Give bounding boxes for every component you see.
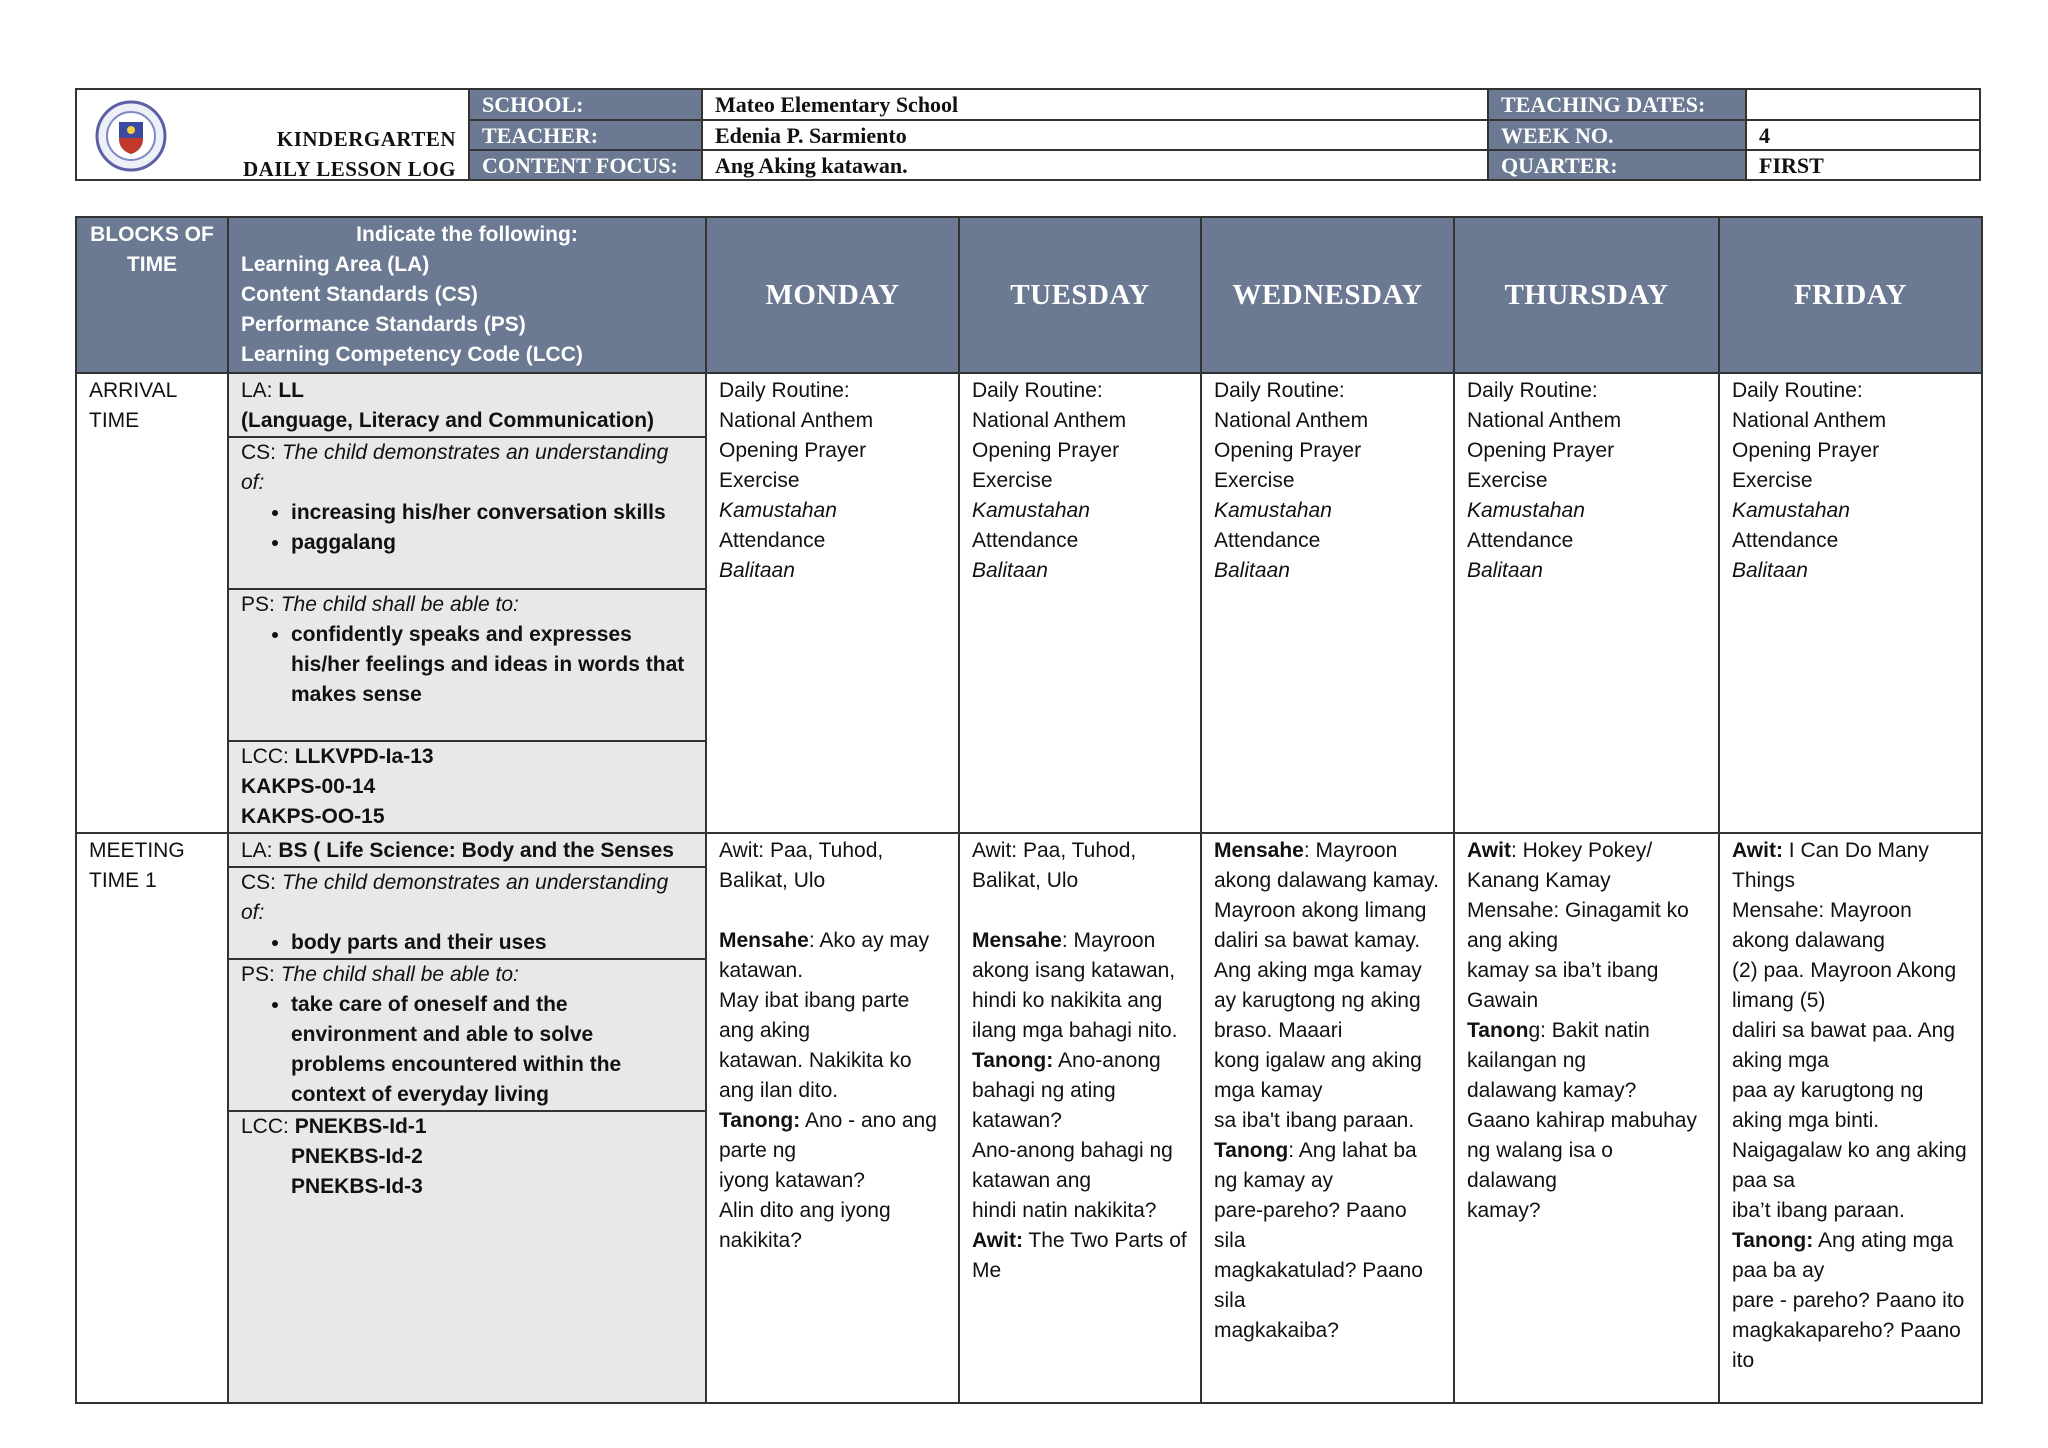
awit-paragraph <box>1732 836 1969 896</box>
list-item: • confidently speaks and expresses his/her feelings and ideas in words that makes sense <box>291 620 693 710</box>
col-header-blocks: BLOCKS OF TIME <box>76 217 228 373</box>
teacher-label: TEACHER: <box>470 121 703 151</box>
meeting-lcc <box>229 1112 705 1202</box>
arrival-cs <box>229 438 705 590</box>
cs-list <box>241 498 693 558</box>
routine-item: Balitaan <box>719 559 795 582</box>
lcc-code: KAKPS-OO-15 <box>241 805 385 828</box>
message-line: May ibat ibang parte ang aking <box>719 989 910 1042</box>
routine-item: Opening Prayer <box>1467 439 1615 462</box>
message-line: Naigagalaw ko ang aking paa sa <box>1732 1139 1967 1192</box>
routine-item: Kamustahan <box>1467 499 1585 522</box>
mensahe-label: Mensahe <box>719 929 809 952</box>
col-header-tuesday: TUESDAY <box>959 217 1201 373</box>
lcc-code: LLKVPD-Ia-13 <box>294 745 434 768</box>
routine-item: Daily Routine: <box>972 379 1103 402</box>
question-line: kamay? <box>1467 1199 1541 1222</box>
routine-item: Exercise <box>972 469 1053 492</box>
tanong-text: g: Bakit natin kailangan ng <box>1467 1019 1650 1072</box>
content-focus-label: CONTENT FOCUS: <box>470 151 703 179</box>
meeting-thursday <box>1454 833 1719 1403</box>
question-line: Ano-anong bahagi ng katawan ang <box>972 1139 1173 1192</box>
question-line: pare-pareho? Paano sila <box>1214 1199 1407 1252</box>
message-line: kong igalaw ang aking mga kamay <box>1214 1049 1422 1102</box>
mensahe-label: Mensahe <box>972 929 1062 952</box>
question-line: hindi natin nakikita? <box>972 1199 1157 1222</box>
arrival-time-row <box>76 373 1982 833</box>
meeting-cs <box>229 868 705 960</box>
arrival-standards-cell <box>228 373 706 833</box>
awit-label: Awit: <box>972 1229 1023 1252</box>
quarter-value: FIRST <box>1759 153 1824 178</box>
tanong-paragraph <box>1467 1016 1706 1076</box>
document-title <box>243 124 456 184</box>
tanong-text: Ang ating mga paa ba ay <box>1732 1229 1954 1282</box>
awit-label: Awit <box>1467 839 1511 862</box>
tanong-text: Ano-anong bahagi ng ating katawan? <box>972 1049 1161 1132</box>
routine-item: Daily Routine: <box>1732 379 1863 402</box>
cs-list <box>241 928 693 958</box>
quarter-label: QUARTER: <box>1489 151 1747 179</box>
school-value: Mateo Elementary School <box>703 90 1489 121</box>
question-line: dalawang kamay? <box>1467 1079 1637 1102</box>
message-line: kamay sa iba’t ibang Gawain <box>1467 959 1659 1012</box>
arrival-thursday <box>1454 373 1719 833</box>
block-meeting-time-1: MEETING TIME 1 <box>76 833 228 1403</box>
question-line: magkakatulad? Paano sila <box>1214 1259 1423 1312</box>
lcc-code: PNEKBS-Id-3 <box>291 1175 423 1198</box>
arrival-ps <box>229 590 705 742</box>
tanong-label: Tanong: <box>972 1049 1054 1072</box>
tanong-label: Tanong <box>1214 1139 1289 1162</box>
arrival-tuesday <box>959 373 1201 833</box>
tanong-label: Tanong: <box>1732 1229 1814 1252</box>
meeting-wednesday <box>1201 833 1454 1403</box>
block-arrival-time: ARRIVAL TIME <box>76 373 228 833</box>
routine-item: Opening Prayer <box>972 439 1120 462</box>
lesson-log-header <box>75 88 1981 181</box>
lcc-prefix: LCC: <box>241 1115 295 1138</box>
message-line: iba’t ibang paraan. <box>1732 1199 1905 1222</box>
ps-text: The child shall be able to: <box>280 963 519 986</box>
arrival-friday <box>1719 373 1982 833</box>
list-item: • body parts and their uses <box>291 928 693 958</box>
lcc-code: PNEKBS-Id-2 <box>291 1145 423 1168</box>
routine-item: Opening Prayer <box>1214 439 1362 462</box>
routine-item: Exercise <box>1732 469 1813 492</box>
tanong-text: Ano - ano ang parte ng <box>719 1109 937 1162</box>
message-line: daliri sa bawat paa. Ang aking mga <box>1732 1019 1955 1072</box>
lcc-code: KAKPS-00-14 <box>241 775 376 798</box>
mensahe-text: : Mayroon akong dalawang kamay. <box>1214 839 1439 892</box>
arrival-lcc <box>229 742 705 832</box>
question-line: pare - pareho? Paano ito <box>1732 1289 1965 1312</box>
routine-item: Balitaan <box>972 559 1048 582</box>
mensahe-text: Mensahe: Mayroon akong dalawang <box>1732 899 1912 952</box>
content-focus-value: Ang Aking katawan. <box>703 151 1489 179</box>
routine-item: National Anthem <box>1467 409 1622 432</box>
indicate-lcc: Learning Competency Code (LCC) <box>241 343 583 366</box>
lcc-prefix: LCC: <box>241 745 295 768</box>
meeting-tuesday <box>959 833 1201 1403</box>
routine-item: Balitaan <box>1214 559 1290 582</box>
list-item: • increasing his/her conversation skills <box>291 498 693 528</box>
message-line: katawan. Nakikita ko ang ilan dito. <box>719 1049 912 1102</box>
mensahe-label: Mensahe <box>1214 839 1304 862</box>
tanong-paragraph <box>972 1046 1188 1136</box>
message-line: paa ay karugtong ng aking mga binti. <box>1732 1079 1924 1132</box>
routine-item: Daily Routine: <box>719 379 850 402</box>
tanong-label: Tanong: <box>719 1109 801 1132</box>
list-item: • paggalang <box>291 528 693 558</box>
tanong-label: Tanon <box>1467 1019 1529 1042</box>
message-line: sa iba't ibang paraan. <box>1214 1109 1415 1132</box>
routine-item: Kamustahan <box>972 499 1090 522</box>
ps-text: The child shall be able to: <box>280 593 519 616</box>
cs-prefix: CS: <box>241 871 282 894</box>
col-header-indicate <box>228 217 706 373</box>
col-header-friday: FRIDAY <box>1719 217 1982 373</box>
header-title-area <box>77 90 470 179</box>
message-line: Mayroon akong limang daliri sa bawat kamay. Ang aking mga kamay <box>1214 899 1427 982</box>
awit-paragraph <box>1467 836 1706 896</box>
tanong-paragraph <box>1732 1226 1969 1286</box>
week-value: 4 <box>1747 121 1979 151</box>
routine-item: Attendance <box>972 529 1079 552</box>
la-prefix: LA: <box>241 379 279 402</box>
awit-text: : Hokey Pokey/ Kanang Kamay <box>1467 839 1653 892</box>
meeting-la <box>229 834 705 868</box>
list-item: • take care of oneself and the environment and able to solve problems encountered within the context of everyday living <box>291 990 693 1110</box>
la-text: BS ( Life Science: Body and the Senses <box>278 839 674 862</box>
awit-paragraph <box>972 1226 1188 1286</box>
teacher-value: Edenia P. Sarmiento <box>703 121 1489 151</box>
header-info-grid <box>470 90 1979 179</box>
ps-prefix: PS: <box>241 963 281 986</box>
routine-item: Opening Prayer <box>719 439 867 462</box>
routine-item: Balitaan <box>1732 559 1808 582</box>
awit-text: I Can Do Many Things <box>1732 839 1929 892</box>
ps-list <box>241 620 693 710</box>
message-line: ay karugtong ng aking braso. Maaari <box>1214 989 1421 1042</box>
tanong-paragraph <box>1214 1136 1441 1196</box>
routine-item: Daily Routine: <box>1214 379 1345 402</box>
mensahe-text: Mensahe: Ginagamit ko ang aking <box>1467 899 1689 952</box>
routine-item: Balitaan <box>1467 559 1543 582</box>
title-line-1: KINDERGARTEN <box>276 127 456 151</box>
week-label: WEEK NO. <box>1489 121 1747 151</box>
routine-item: Kamustahan <box>1214 499 1332 522</box>
teaching-dates-label: TEACHING DATES: <box>1489 90 1747 121</box>
tanong-text: : Ang lahat ba ng kamay ay <box>1214 1139 1417 1192</box>
awit-label: Awit: <box>1732 839 1783 862</box>
col-header-thursday: THURSDAY <box>1454 217 1719 373</box>
awit-text: The Two Parts of Me <box>972 1229 1187 1282</box>
message-line: (2) paa. Mayroon Akong limang (5) <box>1732 959 1957 1012</box>
routine-item: Attendance <box>1732 529 1839 552</box>
lcc-code: PNEKBS-Id-1 <box>294 1115 427 1138</box>
routine-item: Exercise <box>1214 469 1295 492</box>
indicate-la: Learning Area (LA) <box>241 253 430 276</box>
meeting-monday <box>706 833 959 1403</box>
awit-text: Awit: Paa, Tuhod, Balikat, Ulo <box>719 839 884 892</box>
indicate-cs: Content Standards (CS) <box>241 283 478 306</box>
mensahe-text: : Mayroon akong isang katawan, hindi ko nakikita ang ilang mga bahagi nito. <box>972 929 1178 1042</box>
mensahe-paragraph <box>972 926 1188 1046</box>
routine-item: Attendance <box>1214 529 1321 552</box>
arrival-monday <box>706 373 959 833</box>
mensahe-paragraph <box>1214 836 1441 896</box>
col-header-monday: MONDAY <box>706 217 959 373</box>
lesson-log-table <box>75 216 1983 1404</box>
la-prefix: LA: <box>241 839 279 862</box>
arrival-la <box>229 374 705 438</box>
question-line: magkakaiba? <box>1214 1319 1339 1342</box>
routine-item: National Anthem <box>1214 409 1369 432</box>
tanong-paragraph <box>719 1106 946 1166</box>
cs-text: The child demonstrates an understanding of: <box>241 871 669 924</box>
mensahe-text: : Ako ay may katawan. <box>719 929 930 982</box>
routine-item: Opening Prayer <box>1732 439 1880 462</box>
routine-item: National Anthem <box>719 409 874 432</box>
question-line: iyong katawan? <box>719 1169 865 1192</box>
routine-item: Kamustahan <box>719 499 837 522</box>
meeting-friday <box>1719 833 1982 1403</box>
arrival-wednesday <box>1201 373 1454 833</box>
ps-list <box>241 990 693 1110</box>
routine-item: Attendance <box>1467 529 1574 552</box>
title-line-2: DAILY LESSON LOG <box>242 157 456 181</box>
routine-item: National Anthem <box>972 409 1127 432</box>
routine-item: Attendance <box>719 529 826 552</box>
la-code: LL <box>278 379 305 402</box>
routine-item: Kamustahan <box>1732 499 1850 522</box>
cs-text: The child demonstrates an understanding of: <box>241 441 669 494</box>
deped-seal-icon <box>95 100 167 172</box>
cs-prefix: CS: <box>241 441 282 464</box>
routine-item: Exercise <box>1467 469 1548 492</box>
indicate-ps: Performance Standards (PS) <box>241 313 526 336</box>
indicate-heading: Indicate the following: <box>356 223 578 246</box>
mensahe-paragraph <box>719 926 946 986</box>
meeting-time-row <box>76 833 1982 1403</box>
meeting-ps <box>229 960 705 1112</box>
teaching-dates-value <box>1747 90 1979 121</box>
ps-prefix: PS: <box>241 593 281 616</box>
question-line: Alin dito ang iyong nakikita? <box>719 1199 891 1252</box>
school-label: SCHOOL: <box>470 90 703 121</box>
awit-text: Awit: Paa, Tuhod, Balikat, Ulo <box>972 839 1137 892</box>
routine-item: Exercise <box>719 469 800 492</box>
routine-item: National Anthem <box>1732 409 1887 432</box>
meeting-standards-cell <box>228 833 706 1403</box>
question-line: magkakapareho? Paano ito <box>1732 1319 1961 1372</box>
col-header-wednesday: WEDNESDAY <box>1201 217 1454 373</box>
routine-item: Daily Routine: <box>1467 379 1598 402</box>
la-name: (Language, Literacy and Communication) <box>241 409 655 432</box>
table-header-row <box>76 217 1982 373</box>
question-line: Gaano kahirap mabuhay ng walang isa o dalawang <box>1467 1109 1697 1192</box>
